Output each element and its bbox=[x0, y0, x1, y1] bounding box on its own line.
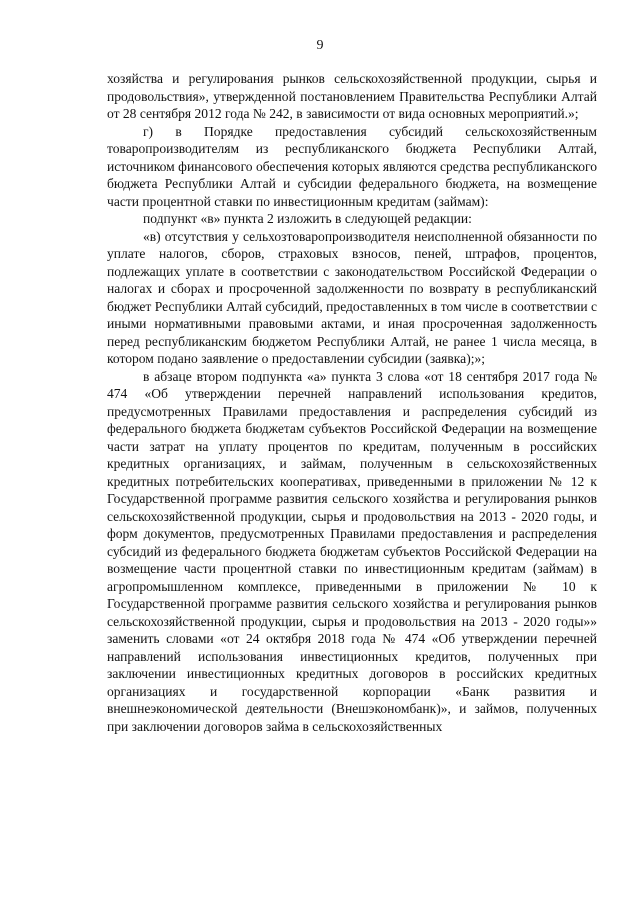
paragraph-subitem-v-text: «в) отсутствия у сельхозтоваропроизводителя неисполненной обязанности по уплате налогов, сборов, страховых взносов, пеней, штрафов, процентов, подлежащих уплате в соответствии с законодательством Российской Федерации о налогах и сборах и просроченной задолженности по возврату в республиканский бюджет Республики Алтай субсидий, предоставленных в том числе в соответствии с иными нормативными правовыми актами, и иная просроченная задолженность перед республиканским бюджетом Республики Алтай, не ранее 1 числа месяца, в котором подано заявление о предоставлении субсидии (заявка);»; bbox=[107, 228, 597, 366]
paragraph-item-3a-amendment: в абзаце втором подпункта «а» пункта 3 слова «от 18 сентября 2017 года № 474 «Об утверждении перечней направлений использования кредитов, предусмотренных Правилами предоставления и распределения субсидий из федерального бюджета бюджетам субъектов Российской Федерации на возмещение части затрат на уплату процентов по кредитам, полученным в российских кредитных организациях, и займам, полученным в сельскохозяйственных кредитных потребительских кооперативах, приведенными в приложении № 12 к Государственной программе развития сельского хозяйства и регулирования рынков сельскохозяйственной продукции, сырья и продовольствия на 2013 - 2020 годы, и форм документов, предусмотренных Правилами предоставления и распределения субсидий из федерального бюджета бюджетам субъектов Российской Федерации на возмещение части процентной ставки по инвестиционным кредитам (займам) в агропромышленном комплексе, приведенными в приложении № 10 к Государственной программе развития сельского хозяйства и регулирования рынков сельскохозяйственной продукции, сырья и продовольствия на 2013 - 2020 годы»» заменить словами «от 24 октября 2018 года № 474 «Об утверждении перечней направлений использования инвестиционных кредитов, полученных при заключении инвестиционных кредитных договоров в российских кредитных организациях и государственной корпорации «Банк развития и внешнеэкономической деятельности (Внешэкономбанк)», и займов, полученных при заключении договоров займа в сельскохозяйственных bbox=[107, 368, 597, 734]
paragraph-subitem-v-instruction: подпункт «в» пункта 2 изложить в следующей редакции: bbox=[143, 211, 472, 226]
document-body bbox=[107, 70, 597, 735]
page-number: 9 bbox=[316, 38, 324, 53]
paragraph-item-g: г) в Порядке предоставления субсидий сельскохозяйственным товаропроизводителям из республиканского бюджета Республики Алтай, источником финансового обеспечения которых являются средства республиканского бюджета Республики Алтай и субсидии федерального бюджета, на возмещение части процентной ставки по инвестиционным кредитам (займам): bbox=[107, 123, 597, 209]
paragraph-continuation: хозяйства и регулирования рынков сельскохозяйственной продукции, сырья и продовольствия», утвержденной постановлением Правительства Республики Алтай от 28 сентября 2012 года № 242, в зависимости от вида основных мероприятий.»; bbox=[107, 71, 597, 121]
